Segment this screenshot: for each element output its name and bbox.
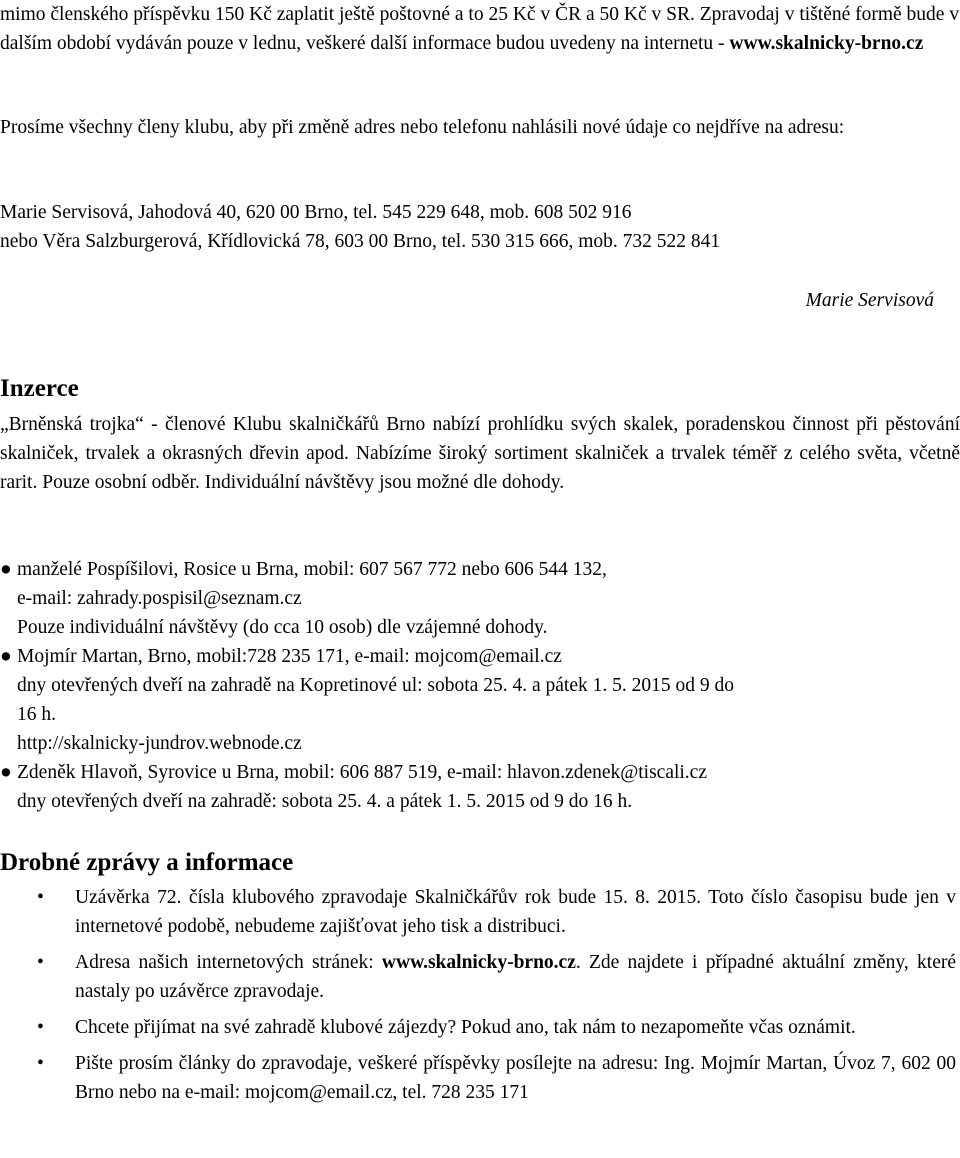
signature: Marie Servisová [805, 290, 934, 311]
bullet-icon: • [37, 952, 44, 973]
contact-note: dny otevřených dveří na zahradě na Kopretinové ul: sobota 25. 4. a pátek 1. 5. 2015 od 9 do [17, 675, 734, 696]
bullet-icon: ● [0, 646, 12, 667]
bullet-icon: • [37, 887, 44, 908]
website-link[interactable]: www.skalnicky-brno.cz [381, 952, 576, 973]
contact-item: ● Mojmír Martan, Brno, mobil:728 235 171, e-mail: mojcom@email.cz [0, 642, 960, 671]
bullet-icon: ● [0, 762, 12, 783]
website-link[interactable]: www.skalnicky-brno.cz [729, 33, 924, 54]
address-line: Marie Servisová, Jahodová 40, 620 00 Brno, tel. 545 229 648, mob. 608 502 916 [0, 202, 632, 223]
bullet-icon: • [37, 1053, 44, 1074]
news-item: • Adresa našich internetových stránek: www.skalnicky-brno.cz. Zde najdete i případné aktuální změny, které nastaly po uzávěrce zpravodaje. [0, 948, 956, 1006]
contact-item: ● manželé Pospíšilovi, Rosice u Brna, mobil: 607 567 772 nebo 606 544 132, [0, 555, 960, 584]
news-item: • Pište prosím články do zpravodaje, veškeré příspěvky posílejte na adresu: Ing. Mojmír Martan, Úvoz 7, 602 00 Brno nebo na e-mail: mojcom@email.cz, tel. 728 235 171 [0, 1049, 956, 1107]
contact-note: Pouze individuální návštěvy (do cca 10 osob) dle vzájemné dohody. [17, 617, 548, 638]
contact-item: ● Zdeněk Hlavoň, Syrovice u Brna, mobil: 606 887 519, e-mail: hlavon.zdenek@tiscali.cz [0, 758, 960, 787]
contact-note: dny otevřených dveří na zahradě: sobota 25. 4. a pátek 1. 5. 2015 od 9 do 16 h. [17, 791, 633, 812]
inzerce-paragraph: „Brněnská trojka“ - členové Klubu skalničkářů Brno nabízí prohlídku svých skalek, poradenskou činnost při pěstování skalniček, trvalek a okrasných dřevin apod. Nabízíme široký sortiment skalniček a trvalek téměř z celého světa, včetně rarit. Pouze osobní odběr. Individuální návštěvy jsou možné dle dohody. [0, 414, 960, 493]
address-block [0, 198, 960, 256]
address-line: nebo Věra Salzburgerová, Křídlovická 78, 603 00 Brno, tel. 530 315 666, mob. 732 522 841 [0, 231, 721, 252]
news-item: • Uzávěrka 72. čísla klubového zpravodaje Skalničkářův rok bude 15. 8. 2015. Toto číslo časopisu bude jen v internetové podobě, nebudeme zajišťovat jeho tisk a distribuci. [0, 883, 956, 941]
bullet-icon: ● [0, 559, 12, 580]
section-heading-drobne: Drobné zprávy a informace [0, 849, 294, 876]
contact-website[interactable]: http://skalnicky-jundrov.webnode.cz [17, 733, 302, 754]
contact-list [0, 555, 960, 816]
contact-email[interactable]: e-mail: zahrady.pospisil@seznam.cz [17, 588, 302, 609]
contact-note: 16 h. [17, 704, 56, 725]
intro-text: mimo členského příspěvku 150 Kč zaplatit ještě poštovné a to 25 Kč v ČR a 50 Kč v SR. Zpravodaj v tištěné formě bude v dalším období vydáván pouze v lednu, veškeré další informace budou uvedeny na internetu - [0, 4, 960, 54]
news-item: • Chcete přijímat na své zahradě klubové zájezdy? Pokud ano, tak nám to nezapomeňte včas oznámit. [0, 1013, 956, 1042]
news-list [0, 883, 956, 1114]
intro-paragraph [0, 0, 960, 58]
section-heading-inzerce: Inzerce [0, 375, 79, 402]
request-paragraph: Prosíme všechny členy klubu, aby při změně adres nebo telefonu nahlásili nové údaje co nejdříve na adresu: [0, 117, 845, 138]
bullet-icon: • [37, 1017, 44, 1038]
